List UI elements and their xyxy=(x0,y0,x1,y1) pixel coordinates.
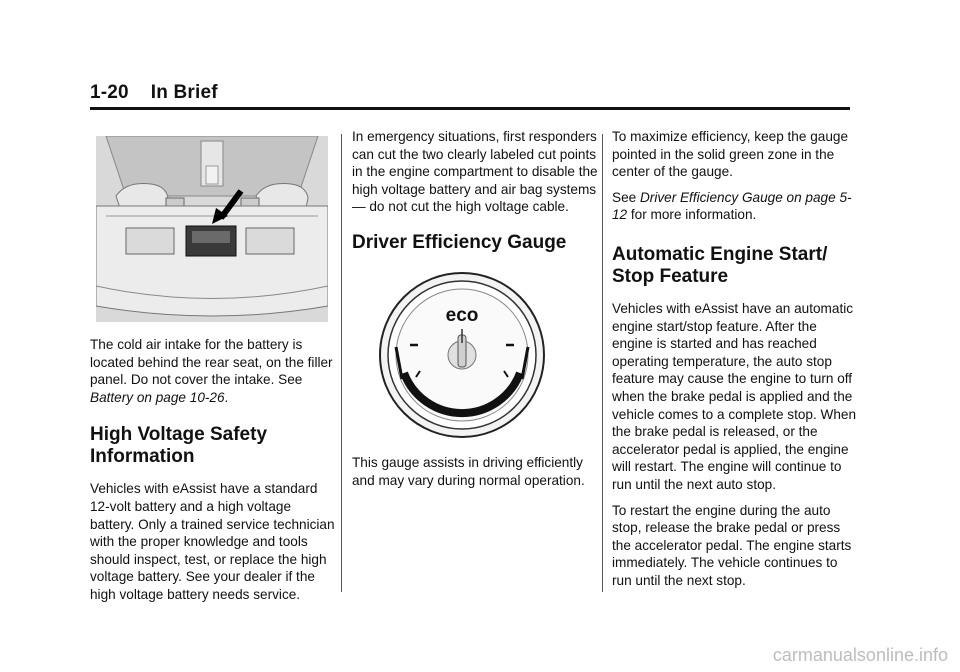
page-header xyxy=(90,82,850,108)
header-rule xyxy=(90,107,850,110)
gauge-page-ref[interactable]: Driver Efficiency Gauge on page 5-12 xyxy=(612,189,852,223)
restart-paragraph: To restart the engine during the auto stop, release the brake pedal or press the accelerator pedal. The engine starts immediately. The vehicle continues to run until the next stop. xyxy=(612,502,852,588)
eco-label: eco xyxy=(445,304,479,326)
column-3 xyxy=(612,128,858,597)
gauge-paragraph: This gauge assists in driving efficiently and may vary during normal operation. xyxy=(352,454,585,488)
emergency-paragraph: In emergency situations, first responders can cut the two clearly labeled cut points in the engine compartment to disable the high voltage battery and air bag systems — do not cut the high voltage cable. xyxy=(352,129,598,215)
column-1 xyxy=(90,128,336,612)
intake-paragraph: The cold air intake for the battery is located behind the rear seat, on the filler panel. Do not cover the intake. See Battery on page 10-26. xyxy=(90,337,333,405)
maximize-paragraph: To maximize efficiency, keep the gauge pointed in the solid green zone in the center of the gauge. xyxy=(612,129,849,180)
auto-start-stop-heading: Automatic Engine Start/ Stop Feature xyxy=(612,243,828,287)
column-2 xyxy=(352,128,598,497)
battery-intake-illustration xyxy=(96,136,328,322)
column-divider-1 xyxy=(341,134,342,592)
watermark: carmanualsonline.info xyxy=(772,645,948,665)
eco-gauge-illustration xyxy=(352,270,572,440)
high-voltage-heading: High Voltage Safety Information xyxy=(90,424,268,468)
driver-efficiency-heading: Driver Efficiency Gauge xyxy=(352,231,567,253)
auto-stop-paragraph: Vehicles with eAssist have an automatic engine start/stop feature. After the engine is started and has reached operating temperature, the auto stop feature may cause the engine to turn off when the brake pedal is applied and the vehicle comes to a complete stop. When the brake pedal is released, or the accelerator pedal is applied, the engine will restart. The engine will continue to run until the next auto stop. xyxy=(612,300,857,492)
column-divider-2 xyxy=(602,134,603,592)
high-voltage-paragraph: Vehicles with eAssist have a standard 12-volt battery and a high voltage battery. Only a trained service technician with the proper knowledge and tools should inspect, test, or replace the high voltage battery. See your dealer if the high voltage battery needs service. xyxy=(90,481,335,602)
page-title: 1-20 In Brief xyxy=(90,82,218,103)
see-ref-paragraph: See Driver Efficiency Gauge on page 5-12 for more information. xyxy=(612,189,852,223)
battery-page-ref[interactable]: Battery on page 10-26 xyxy=(90,389,225,405)
